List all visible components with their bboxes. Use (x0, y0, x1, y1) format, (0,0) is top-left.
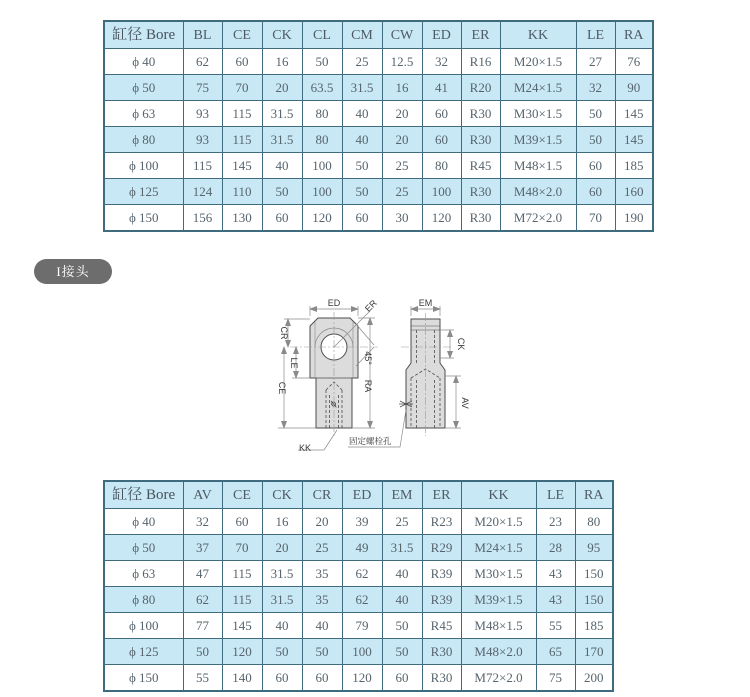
bore-cell: ϕ 63 (104, 101, 183, 127)
value-cell: R45 (461, 153, 500, 179)
value-cell: 60 (342, 205, 382, 232)
value-cell: R45 (422, 613, 461, 639)
value-cell: M20×1.5 (461, 509, 536, 535)
value-cell: 31.5 (262, 561, 302, 587)
value-cell: 60 (576, 179, 615, 205)
value-cell: 75 (183, 75, 222, 101)
value-cell: 60 (222, 49, 262, 75)
value-cell: 43 (536, 561, 575, 587)
column-header: ER (422, 481, 461, 509)
value-cell: R23 (422, 509, 461, 535)
value-cell: 140 (222, 665, 262, 692)
value-cell: 156 (183, 205, 222, 232)
table-row (104, 179, 653, 205)
value-cell: 80 (302, 101, 342, 127)
table-row (104, 153, 653, 179)
side-view (348, 298, 470, 447)
value-cell: 27 (576, 49, 615, 75)
dim-label-le: LE (289, 357, 299, 369)
value-cell: 50 (382, 639, 422, 665)
value-cell: 40 (342, 127, 382, 153)
column-header: ED (342, 481, 382, 509)
value-cell: 185 (575, 613, 613, 639)
dim-label-kk: KK (298, 443, 312, 453)
column-header: BL (183, 21, 222, 49)
value-cell: 55 (183, 665, 222, 692)
bore-cell: ϕ 125 (104, 639, 183, 665)
dim-label-cr: CR (279, 326, 289, 340)
column-header: CE (222, 481, 262, 509)
value-cell: 62 (183, 587, 222, 613)
value-cell: M20×1.5 (500, 49, 576, 75)
value-cell: 16 (262, 49, 302, 75)
value-cell: 115 (183, 153, 222, 179)
bore-cell: ϕ 50 (104, 75, 183, 101)
value-cell: 60 (576, 153, 615, 179)
value-cell: 31.5 (262, 101, 302, 127)
value-cell: 50 (576, 101, 615, 127)
column-header: RA (575, 481, 613, 509)
value-cell: 124 (183, 179, 222, 205)
column-header: CE (222, 21, 262, 49)
bore-cell: ϕ 63 (104, 561, 183, 587)
value-cell: M48×1.5 (461, 613, 536, 639)
value-cell: 25 (382, 179, 422, 205)
value-cell: 50 (342, 179, 382, 205)
column-header: KK (461, 481, 536, 509)
value-cell: 25 (302, 535, 342, 561)
value-cell: 95 (575, 535, 613, 561)
column-header: LE (536, 481, 575, 509)
value-cell: 120 (342, 665, 382, 692)
value-cell: 145 (222, 153, 262, 179)
value-cell: 12.5 (382, 49, 422, 75)
bore-cell: ϕ 80 (104, 587, 183, 613)
value-cell: 47 (183, 561, 222, 587)
value-cell: M30×1.5 (500, 101, 576, 127)
value-cell: R29 (422, 535, 461, 561)
value-cell: 40 (382, 561, 422, 587)
value-cell: 32 (576, 75, 615, 101)
value-cell: R30 (422, 665, 461, 692)
value-cell: M39×1.5 (461, 587, 536, 613)
value-cell: 200 (575, 665, 613, 692)
dim-label-ed: ED (327, 298, 341, 308)
dimension-table-top (103, 20, 654, 232)
value-cell: 190 (615, 205, 653, 232)
value-cell: 93 (183, 101, 222, 127)
value-cell: 16 (262, 509, 302, 535)
value-cell: 100 (302, 179, 342, 205)
value-cell: 50 (262, 639, 302, 665)
value-cell: 80 (575, 509, 613, 535)
dimension-table-bottom (103, 480, 614, 692)
column-header: AV (183, 481, 222, 509)
value-cell: 60 (262, 665, 302, 692)
value-cell: M30×1.5 (461, 561, 536, 587)
value-cell: 185 (615, 153, 653, 179)
table-row (104, 509, 613, 535)
value-cell: 93 (183, 127, 222, 153)
value-cell: 16 (382, 75, 422, 101)
value-cell: 76 (615, 49, 653, 75)
table-row (104, 639, 613, 665)
column-header: CK (262, 481, 302, 509)
value-cell: 80 (422, 153, 461, 179)
value-cell: 25 (382, 509, 422, 535)
bore-cell: ϕ 100 (104, 153, 183, 179)
column-header: 缸径 Bore (104, 481, 183, 509)
value-cell: R30 (422, 639, 461, 665)
column-header: 缸径 Bore (104, 21, 183, 49)
value-cell: 60 (302, 665, 342, 692)
value-cell: R20 (461, 75, 500, 101)
value-cell: 60 (222, 509, 262, 535)
bore-cell: ϕ 50 (104, 535, 183, 561)
value-cell: 70 (576, 205, 615, 232)
value-cell: 100 (342, 639, 382, 665)
value-cell: 50 (262, 179, 302, 205)
value-cell: 62 (342, 561, 382, 587)
value-cell: 110 (222, 179, 262, 205)
value-cell: 79 (342, 613, 382, 639)
value-cell: 145 (222, 613, 262, 639)
value-cell: 65 (536, 639, 575, 665)
value-cell: 40 (382, 587, 422, 613)
value-cell: 31.5 (382, 535, 422, 561)
value-cell: R39 (422, 587, 461, 613)
table-row (104, 587, 613, 613)
bore-cell: ϕ 80 (104, 127, 183, 153)
front-view (277, 298, 379, 453)
table-row (104, 49, 653, 75)
dim-label-er: ER (362, 297, 379, 314)
value-cell: 145 (615, 127, 653, 153)
value-cell: 120 (302, 205, 342, 232)
column-header: KK (500, 21, 576, 49)
value-cell: M72×2.0 (500, 205, 576, 232)
dim-label-ce: CE (277, 381, 287, 395)
value-cell: M39×1.5 (500, 127, 576, 153)
bolt-hole-note: 固定螺栓孔 (349, 436, 392, 446)
value-cell: 160 (615, 179, 653, 205)
value-cell: 40 (262, 153, 302, 179)
value-cell: M24×1.5 (500, 75, 576, 101)
value-cell: R30 (461, 127, 500, 153)
value-cell: 60 (422, 127, 461, 153)
value-cell: 150 (575, 587, 613, 613)
value-cell: 145 (615, 101, 653, 127)
dim-label-em: EM (418, 298, 433, 308)
value-cell: 60 (262, 205, 302, 232)
value-cell: M48×2.0 (500, 179, 576, 205)
value-cell: R30 (461, 179, 500, 205)
value-cell: 55 (536, 613, 575, 639)
value-cell: 37 (183, 535, 222, 561)
column-header: EM (382, 481, 422, 509)
value-cell: 28 (536, 535, 575, 561)
value-cell: 170 (575, 639, 613, 665)
value-cell: M24×1.5 (461, 535, 536, 561)
value-cell: 80 (302, 127, 342, 153)
value-cell: 23 (536, 509, 575, 535)
value-cell: 25 (342, 49, 382, 75)
value-cell: M72×2.0 (461, 665, 536, 692)
value-cell: 100 (302, 153, 342, 179)
value-cell: 32 (183, 509, 222, 535)
bore-cell: ϕ 40 (104, 49, 183, 75)
value-cell: 40 (342, 101, 382, 127)
value-cell: R16 (461, 49, 500, 75)
bore-cell: ϕ 100 (104, 613, 183, 639)
value-cell: 41 (422, 75, 461, 101)
value-cell: 120 (222, 639, 262, 665)
table-row (104, 75, 653, 101)
dim-label-ra: RA (363, 379, 373, 393)
column-header: ER (461, 21, 500, 49)
value-cell: 31.5 (262, 587, 302, 613)
bore-cell: ϕ 125 (104, 179, 183, 205)
value-cell: 63.5 (302, 75, 342, 101)
value-cell: 43 (536, 587, 575, 613)
value-cell: 20 (262, 75, 302, 101)
value-cell: R39 (422, 561, 461, 587)
value-cell: 40 (262, 613, 302, 639)
column-header: ED (422, 21, 461, 49)
value-cell: 50 (302, 49, 342, 75)
value-cell: 50 (302, 639, 342, 665)
table-row (104, 205, 653, 232)
value-cell: 20 (382, 127, 422, 153)
value-cell: 75 (536, 665, 575, 692)
table-row (104, 535, 613, 561)
value-cell: 49 (342, 535, 382, 561)
value-cell: M48×2.0 (461, 639, 536, 665)
column-header: CW (382, 21, 422, 49)
column-header: CM (342, 21, 382, 49)
table-row (104, 613, 613, 639)
value-cell: 50 (342, 153, 382, 179)
dim-label-45: 45° (363, 351, 373, 365)
value-cell: 25 (382, 153, 422, 179)
value-cell: 115 (222, 101, 262, 127)
table-row (104, 561, 613, 587)
dim-label-ck: CK (456, 337, 466, 351)
value-cell: 115 (222, 127, 262, 153)
value-cell: 70 (222, 535, 262, 561)
header-row (104, 21, 653, 49)
value-cell: 115 (222, 587, 262, 613)
column-header: RA (615, 21, 653, 49)
value-cell: 62 (342, 587, 382, 613)
value-cell: 62 (183, 49, 222, 75)
table-row (104, 101, 653, 127)
value-cell: 20 (382, 101, 422, 127)
dim-label-av: AV (460, 397, 470, 409)
value-cell: 115 (222, 561, 262, 587)
value-cell: 77 (183, 613, 222, 639)
value-cell: 40 (302, 613, 342, 639)
table-row (104, 127, 653, 153)
value-cell: 31.5 (342, 75, 382, 101)
value-cell: 120 (422, 205, 461, 232)
value-cell: 100 (422, 179, 461, 205)
bore-cell: ϕ 150 (104, 205, 183, 232)
value-cell: 30 (382, 205, 422, 232)
value-cell: 70 (222, 75, 262, 101)
value-cell: 35 (302, 587, 342, 613)
column-header: LE (576, 21, 615, 49)
column-header: CL (302, 21, 342, 49)
column-header: CK (262, 21, 302, 49)
header-row (104, 481, 613, 509)
value-cell: 32 (422, 49, 461, 75)
value-cell: M48×1.5 (500, 153, 576, 179)
value-cell: 20 (262, 535, 302, 561)
value-cell: R30 (461, 205, 500, 232)
value-cell: 31.5 (262, 127, 302, 153)
table-row (104, 665, 613, 692)
value-cell: 20 (302, 509, 342, 535)
value-cell: 35 (302, 561, 342, 587)
value-cell: 50 (183, 639, 222, 665)
value-cell: 50 (576, 127, 615, 153)
bore-cell: ϕ 40 (104, 509, 183, 535)
column-header: CR (302, 481, 342, 509)
value-cell: 60 (422, 101, 461, 127)
value-cell: 50 (382, 613, 422, 639)
i-joint-technical-drawing (248, 286, 480, 468)
value-cell: 39 (342, 509, 382, 535)
bore-cell: ϕ 150 (104, 665, 183, 692)
phi-mark: ϕ (328, 398, 339, 410)
value-cell: R30 (461, 101, 500, 127)
value-cell: 60 (382, 665, 422, 692)
value-cell: 90 (615, 75, 653, 101)
value-cell: 150 (575, 561, 613, 587)
value-cell: 130 (222, 205, 262, 232)
section-pill-i-joint: I接头 (34, 259, 112, 284)
